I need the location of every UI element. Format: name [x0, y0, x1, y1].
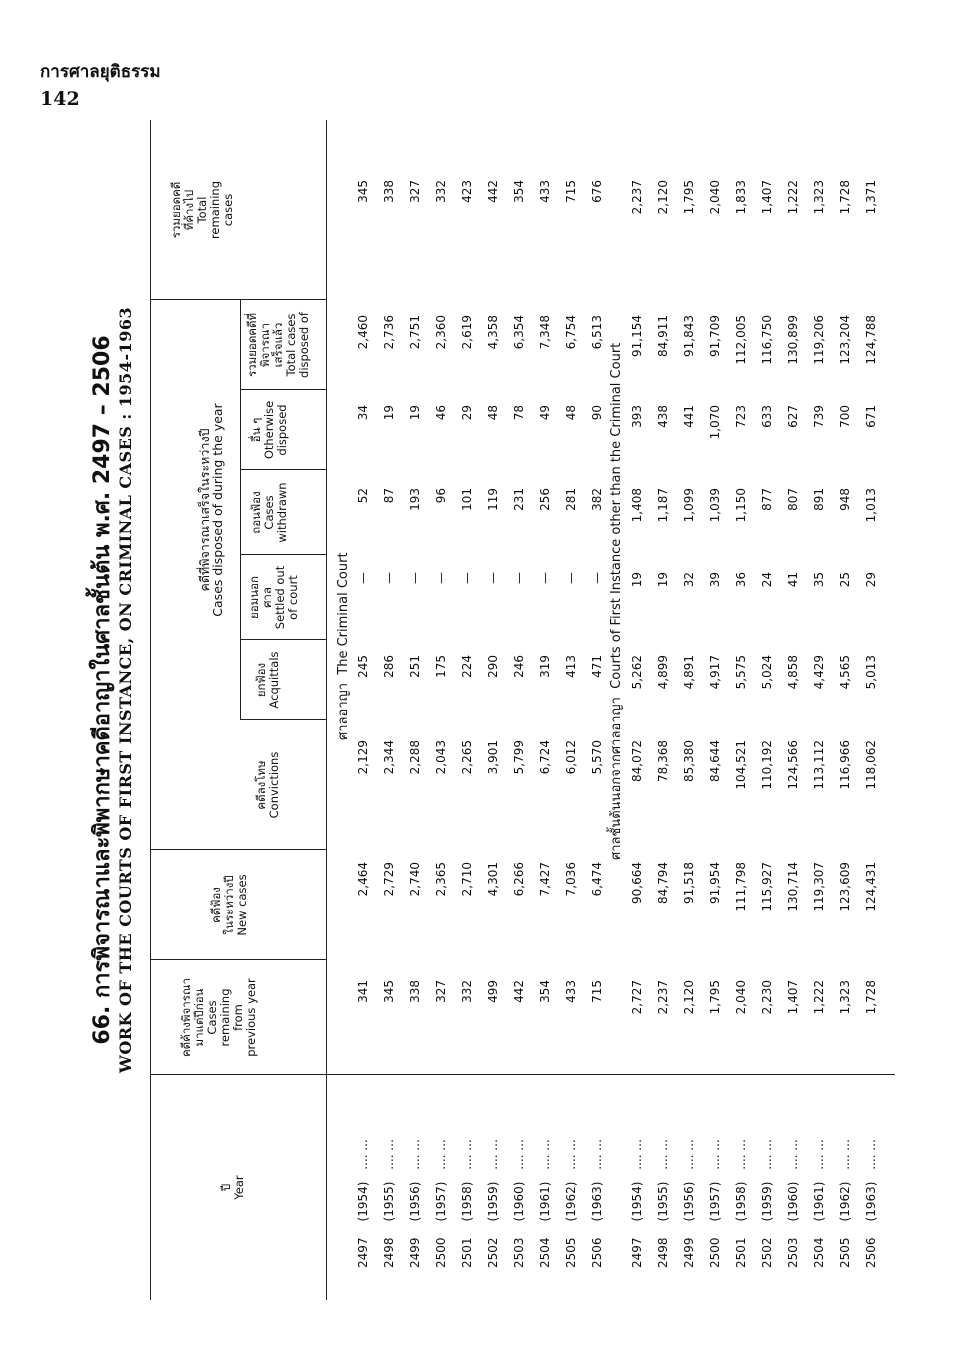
cell-remaining: 1,795	[682, 180, 696, 215]
page-number: 142	[40, 88, 80, 110]
cell-settled: —	[408, 572, 422, 584]
cell-new: 6,266	[512, 862, 526, 897]
year-cell: 2506(1963) .... ...	[864, 1139, 878, 1268]
cell-disposed: 91,843	[682, 315, 696, 357]
cell-settled: —	[590, 572, 604, 584]
rule-header-bottom	[326, 120, 327, 1300]
cell-withdrawn: 256	[538, 488, 552, 511]
year-cell: 2503(1960) .... ...	[786, 1139, 800, 1268]
cell-new: 6,474	[590, 862, 604, 897]
cell-disposed: 7,348	[538, 315, 552, 350]
cell-new: 7,427	[538, 862, 552, 897]
year-cell: 2504(1961) .... ...	[538, 1139, 552, 1268]
cell-remaining: 1,371	[864, 180, 878, 215]
table-row	[838, 120, 861, 1300]
cell-withdrawn: 1,039	[708, 488, 722, 523]
cell-prev: 715	[590, 980, 604, 1003]
cell-acq: 5,262	[630, 655, 644, 690]
cell-acq: 245	[356, 655, 370, 678]
cell-prev: 1,323	[838, 980, 852, 1015]
cell-withdrawn: 87	[382, 488, 396, 504]
cell-remaining: 423	[460, 180, 474, 203]
cell-acq: 224	[460, 655, 474, 678]
cell-other: 29	[460, 405, 474, 421]
cell-withdrawn: 807	[786, 488, 800, 511]
cell-prev: 442	[512, 980, 526, 1003]
cell-new: 124,431	[864, 862, 878, 912]
cell-new: 90,664	[630, 862, 644, 904]
cell-remaining: 442	[486, 180, 500, 203]
year-cell: 2497(1954) .... ...	[630, 1139, 644, 1268]
cell-conv: 2,344	[382, 740, 396, 775]
header-convictions: คดีลงโทษ Convictions	[254, 751, 281, 819]
cell-settled: 19	[630, 572, 644, 588]
cell-remaining: 2,040	[708, 180, 722, 215]
cell-withdrawn: 193	[408, 488, 422, 511]
cell-conv: 104,521	[734, 740, 748, 790]
cell-settled: —	[382, 572, 396, 584]
cell-remaining: 354	[512, 180, 526, 203]
header-otherwise: อื่น ๆ Otherwise disposed	[249, 400, 289, 460]
cell-withdrawn: 948	[838, 488, 852, 511]
cell-conv: 6,724	[538, 740, 552, 775]
cell-disposed: 124,788	[864, 315, 878, 365]
year-cell: 2498(1955) .... ...	[656, 1139, 670, 1268]
header-acquittals: ยกฟ้อง Acquittals	[254, 651, 281, 709]
cell-new: 2,740	[408, 862, 422, 897]
cell-settled: —	[486, 572, 500, 584]
cell-prev: 2,237	[656, 980, 670, 1015]
cell-prev: 2,230	[760, 980, 774, 1015]
cell-settled: 24	[760, 572, 774, 588]
rule-col-conv	[240, 719, 326, 720]
cell-acq: 290	[486, 655, 500, 678]
header-year: ปี Year	[219, 1175, 246, 1200]
cell-other: 723	[734, 405, 748, 428]
cell-acq: 286	[382, 655, 396, 678]
cell-disposed: 123,204	[838, 315, 852, 365]
cell-new: 2,365	[434, 862, 448, 897]
table-row	[630, 120, 653, 1300]
cell-conv: 84,644	[708, 740, 722, 782]
year-cell: 2500(1957) .... ...	[434, 1139, 448, 1268]
cell-remaining: 332	[434, 180, 448, 203]
cell-settled: 29	[864, 572, 878, 588]
table-frame	[150, 120, 895, 1300]
cell-acq: 413	[564, 655, 578, 678]
cell-conv: 6,012	[564, 740, 578, 775]
cell-other: 19	[382, 405, 396, 421]
cell-disposed: 2,360	[434, 315, 448, 350]
year-cell: 2501(1958) .... ...	[460, 1139, 474, 1268]
cell-conv: 124,566	[786, 740, 800, 790]
cell-settled: 39	[708, 572, 722, 588]
year-cell: 2497(1954) .... ...	[356, 1139, 370, 1268]
cell-disposed: 6,354	[512, 315, 526, 350]
header-withdrawn: ถอนฟ้อง Cases withdrawn	[249, 482, 289, 543]
cell-withdrawn: 96	[434, 488, 448, 504]
section-title-other-courts: ศาลชั้นต้นนอกจากศาลอาญา Courts of First Instance other than the Criminal Court	[609, 342, 624, 860]
cell-new: 119,307	[812, 862, 826, 912]
table-row	[708, 120, 731, 1300]
cell-other: 48	[486, 405, 500, 421]
cell-new: 2,710	[460, 862, 474, 897]
cell-acq: 4,917	[708, 655, 722, 690]
header-new-cases: คดีฟ้อง ในระหว่างปี New cases	[209, 874, 249, 936]
header-total-disposed: รวมยอดคดีที่ พิจารณา เสร็จแล้ว Total cases disposed of	[245, 312, 311, 378]
year-cell: 2505(1962) .... ...	[838, 1139, 852, 1268]
cell-acq: 4,565	[838, 655, 852, 690]
cell-other: 48	[564, 405, 578, 421]
cell-disposed: 116,750	[760, 315, 774, 365]
cell-prev: 354	[538, 980, 552, 1003]
cell-settled: —	[512, 572, 526, 584]
cell-acq: 4,891	[682, 655, 696, 690]
cell-conv: 2,265	[460, 740, 474, 775]
cell-other: 633	[760, 405, 774, 428]
cell-acq: 5,013	[864, 655, 878, 690]
cell-withdrawn: 1,408	[630, 488, 644, 523]
cell-remaining: 345	[356, 180, 370, 203]
table-row	[812, 120, 835, 1300]
cell-conv: 84,072	[630, 740, 644, 782]
cell-disposed: 2,736	[382, 315, 396, 350]
cell-withdrawn: 891	[812, 488, 826, 511]
cell-remaining: 1,407	[760, 180, 774, 215]
cell-remaining: 1,728	[838, 180, 852, 215]
cell-disposed: 130,899	[786, 315, 800, 365]
year-cell: 2499(1956) .... ...	[682, 1139, 696, 1268]
cell-other: 49	[538, 405, 552, 421]
cell-other: 739	[812, 405, 826, 428]
year-cell: 2503(1960) .... ...	[512, 1139, 526, 1268]
cell-withdrawn: 1,150	[734, 488, 748, 523]
table-row	[382, 120, 405, 1300]
year-cell: 2500(1957) .... ...	[708, 1139, 722, 1268]
cell-prev: 1,795	[708, 980, 722, 1015]
cell-conv: 5,570	[590, 740, 604, 775]
cell-disposed: 6,754	[564, 315, 578, 350]
cell-settled: 32	[682, 572, 696, 588]
cell-remaining: 1,222	[786, 180, 800, 215]
cell-prev: 332	[460, 980, 474, 1003]
table-row	[538, 120, 561, 1300]
cell-acq: 246	[512, 655, 526, 678]
cell-remaining: 715	[564, 180, 578, 203]
cell-settled: —	[434, 572, 448, 584]
table-row	[564, 120, 587, 1300]
cell-prev: 2,727	[630, 980, 644, 1015]
cell-new: 123,609	[838, 862, 852, 912]
cell-prev: 327	[434, 980, 448, 1003]
cell-prev: 1,222	[812, 980, 826, 1015]
cell-settled: 36	[734, 572, 748, 588]
cell-prev: 1,728	[864, 980, 878, 1015]
cell-conv: 85,380	[682, 740, 696, 782]
cell-disposed: 4,358	[486, 315, 500, 350]
cell-prev: 345	[382, 980, 396, 1003]
cell-withdrawn: 281	[564, 488, 578, 511]
cell-other: 1,070	[708, 405, 722, 440]
cell-new: 91,518	[682, 862, 696, 904]
cell-other: 46	[434, 405, 448, 421]
cell-acq: 319	[538, 655, 552, 678]
cell-new: 4,301	[486, 862, 500, 897]
year-cell: 2505(1962) .... ...	[564, 1139, 578, 1268]
cell-disposed: 119,206	[812, 315, 826, 365]
cell-acq: 5,575	[734, 655, 748, 690]
cell-other: 393	[630, 405, 644, 428]
section-title-criminal-court: ศาลอาญา The Criminal Court	[336, 552, 351, 740]
cell-settled: 19	[656, 572, 670, 588]
cell-new: 2,464	[356, 862, 370, 897]
cell-conv: 110,192	[760, 740, 774, 790]
year-cell: 2498(1955) .... ...	[382, 1139, 396, 1268]
cell-acq: 5,024	[760, 655, 774, 690]
cell-withdrawn: 877	[760, 488, 774, 511]
cell-settled: 35	[812, 572, 826, 588]
cell-remaining: 1,833	[734, 180, 748, 215]
rotated-table-area	[80, 120, 900, 1300]
cell-acq: 4,899	[656, 655, 670, 690]
running-head: การศาลยุติธรรม	[40, 62, 161, 82]
table-row	[734, 120, 757, 1300]
table-row	[408, 120, 431, 1300]
cell-settled: —	[538, 572, 552, 584]
cell-disposed: 84,911	[656, 315, 670, 357]
cell-disposed: 112,005	[734, 315, 748, 365]
cell-settled: 25	[838, 572, 852, 588]
cell-withdrawn: 1,013	[864, 488, 878, 523]
cell-prev: 433	[564, 980, 578, 1003]
table-row	[460, 120, 483, 1300]
cell-withdrawn: 382	[590, 488, 604, 511]
rule-top	[150, 120, 151, 1300]
cell-settled: 41	[786, 572, 800, 588]
cell-disposed: 2,460	[356, 315, 370, 350]
cell-disposed: 6,513	[590, 315, 604, 350]
cell-other: 19	[408, 405, 422, 421]
cell-other: 671	[864, 405, 878, 428]
cell-other: 90	[590, 405, 604, 421]
cell-prev: 1,407	[786, 980, 800, 1015]
cell-new: 111,798	[734, 862, 748, 912]
table-row	[682, 120, 705, 1300]
table-row	[356, 120, 379, 1300]
cell-other: 78	[512, 405, 526, 421]
cell-settled: —	[460, 572, 474, 584]
cell-prev: 2,040	[734, 980, 748, 1015]
year-cell: 2504(1961) .... ...	[812, 1139, 826, 1268]
cell-withdrawn: 1,099	[682, 488, 696, 523]
cell-new: 130,714	[786, 862, 800, 912]
table-row	[512, 120, 535, 1300]
cell-new: 84,794	[656, 862, 670, 904]
cell-withdrawn: 231	[512, 488, 526, 511]
header-disposed-group: คดีที่พิจารณาเสร็จในระหว่างปี Cases disposed of during the year	[197, 403, 225, 617]
cell-prev: 341	[356, 980, 370, 1003]
cell-acq: 4,858	[786, 655, 800, 690]
cell-prev: 2,120	[682, 980, 696, 1015]
cell-other: 438	[656, 405, 670, 428]
cell-prev: 338	[408, 980, 422, 1003]
cell-conv: 2,043	[434, 740, 448, 775]
cell-conv: 78,368	[656, 740, 670, 782]
cell-prev: 499	[486, 980, 500, 1003]
cell-acq: 4,429	[812, 655, 826, 690]
year-cell: 2501(1958) .... ...	[734, 1139, 748, 1268]
header-settled: ยอมนอก ศาล Settled out of court	[247, 565, 300, 630]
cell-conv: 5,799	[512, 740, 526, 775]
cell-conv: 2,129	[356, 740, 370, 775]
cell-remaining: 433	[538, 180, 552, 203]
year-cell: 2502(1959) .... ...	[486, 1139, 500, 1268]
cell-remaining: 2,120	[656, 180, 670, 215]
cell-acq: 251	[408, 655, 422, 678]
rule-disposed-group	[240, 300, 241, 720]
table-row	[434, 120, 457, 1300]
table-row	[786, 120, 809, 1300]
cell-settled: —	[564, 572, 578, 584]
cell-new: 115,927	[760, 862, 774, 912]
table-row	[760, 120, 783, 1300]
cell-conv: 2,288	[408, 740, 422, 775]
cell-conv: 118,062	[864, 740, 878, 790]
cell-remaining: 1,323	[812, 180, 826, 215]
cell-withdrawn: 1,187	[656, 488, 670, 523]
cell-disposed: 91,154	[630, 315, 644, 357]
cell-other: 441	[682, 405, 696, 428]
cell-conv: 116,966	[838, 740, 852, 790]
cell-remaining: 338	[382, 180, 396, 203]
cell-conv: 113,112	[812, 740, 826, 790]
cell-acq: 471	[590, 655, 604, 678]
cell-other: 627	[786, 405, 800, 428]
table-row	[864, 120, 887, 1300]
table-row	[486, 120, 509, 1300]
cell-remaining: 676	[590, 180, 604, 203]
cell-withdrawn: 101	[460, 488, 474, 511]
year-cell: 2506(1963) .... ...	[590, 1139, 604, 1268]
cell-new: 2,729	[382, 862, 396, 897]
table-row	[656, 120, 679, 1300]
cell-disposed: 2,619	[460, 315, 474, 350]
cell-new: 91,954	[708, 862, 722, 904]
year-cell: 2499(1956) .... ...	[408, 1139, 422, 1268]
cell-disposed: 2,751	[408, 315, 422, 350]
cell-other: 700	[838, 405, 852, 428]
cell-remaining: 327	[408, 180, 422, 203]
cell-remaining: 2,237	[630, 180, 644, 215]
cell-withdrawn: 119	[486, 488, 500, 511]
header-remaining-prev: คดีค้างพิจารณา มาแต่ปีก่อน Cases remaining from previous year	[179, 978, 258, 1058]
cell-other: 34	[356, 405, 370, 421]
year-cell: 2502(1959) .... ...	[760, 1139, 774, 1268]
cell-settled: —	[356, 572, 370, 584]
cell-acq: 175	[434, 655, 448, 678]
cell-withdrawn: 52	[356, 488, 370, 504]
header-total-remaining: รวมยอดคดี ที่ค้างไป Total remaining cases	[169, 180, 235, 240]
cell-conv: 3,901	[486, 740, 500, 775]
cell-disposed: 91,709	[708, 315, 722, 357]
cell-new: 7,036	[564, 862, 578, 897]
table-title-english: WORK OF THE COURTS OF FIRST INSTANCE, ON CRIMINAL CASES : 1954-1963	[116, 306, 135, 1074]
table-title-thai: 66. การพิจารณาและพิพากษาคดีอาญาในศาลชั้นต้น พ.ศ. 2497 – 2506	[90, 335, 115, 1045]
